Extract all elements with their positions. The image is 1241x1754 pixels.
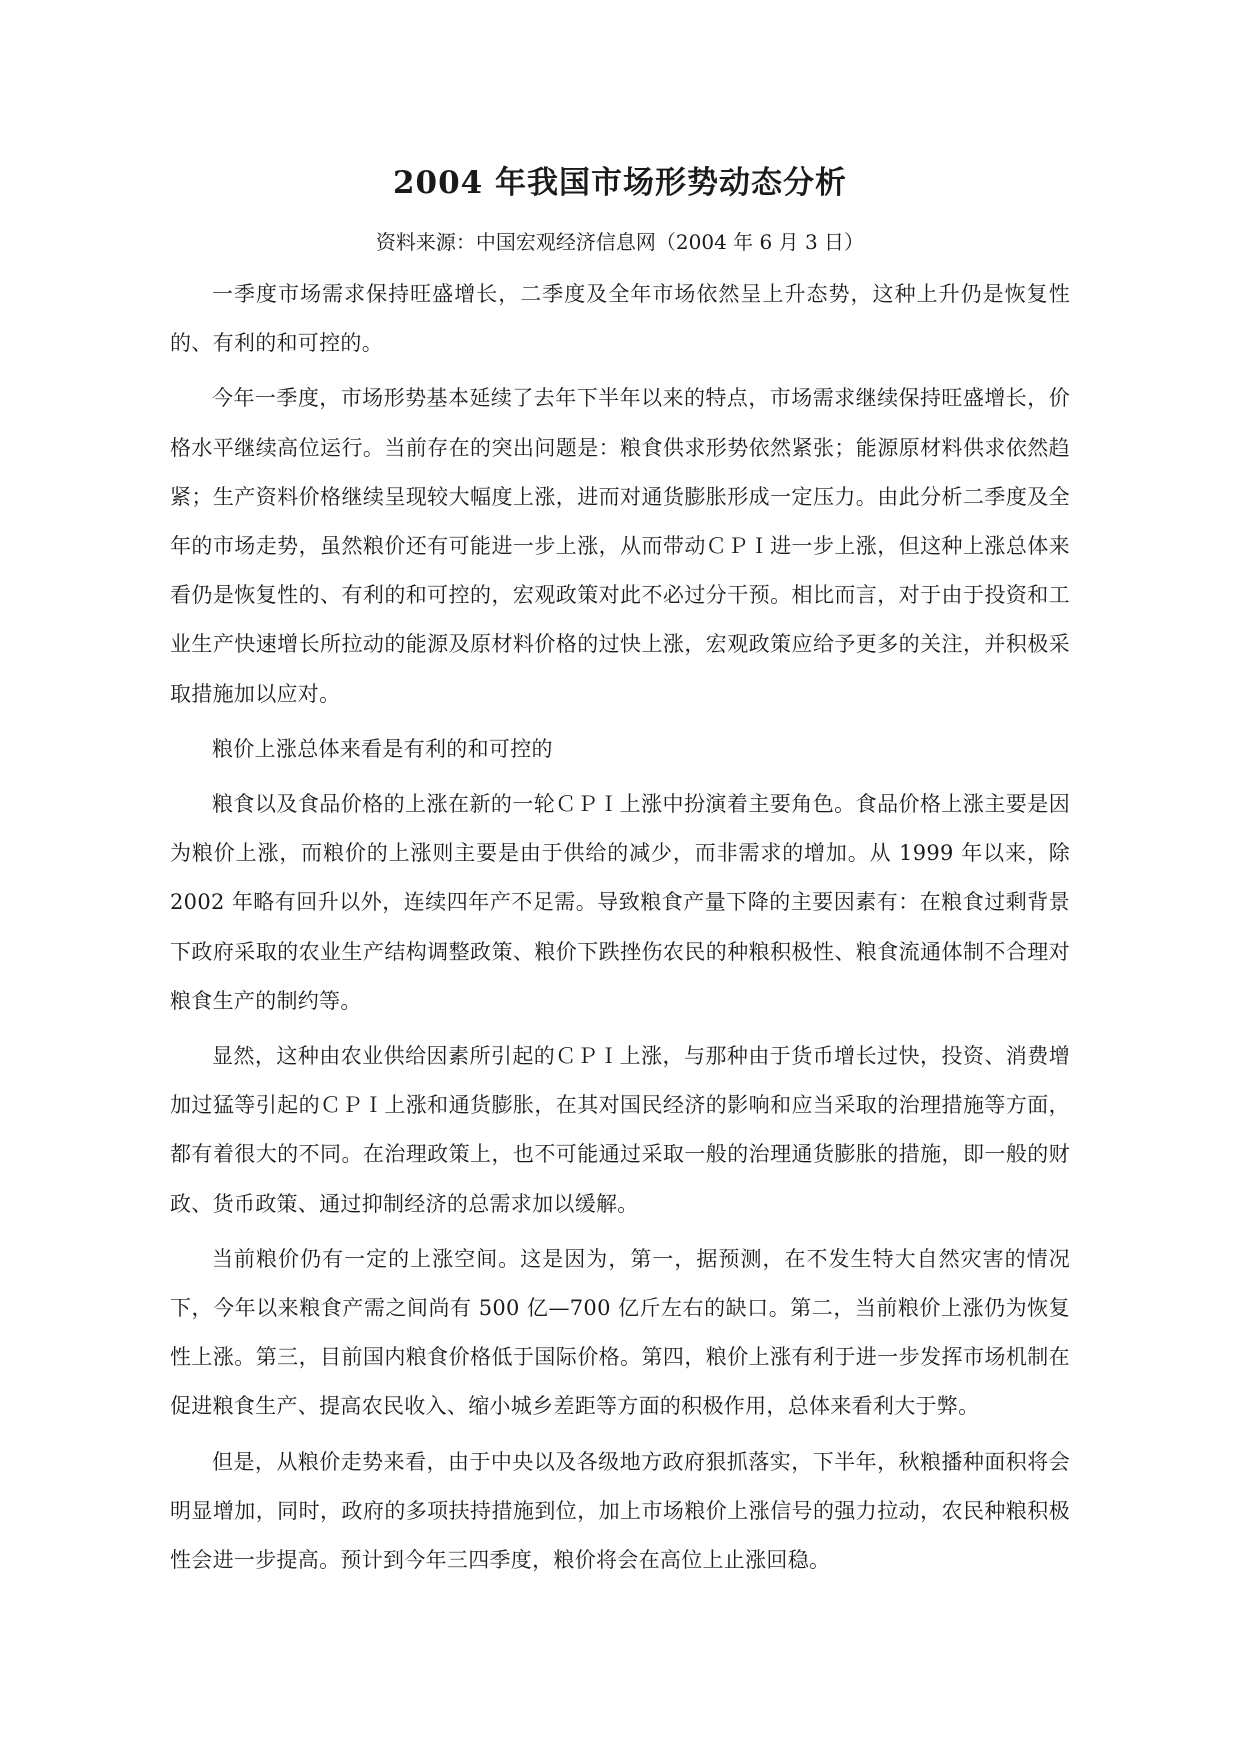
paragraph-3: 粮食以及食品价格的上涨在新的一轮ＣＰＩ上涨中扮演着主要角色。食品价格上涨主要是因为粮价上涨，而粮价的上涨则主要是由于供给的减少，而非需求的增加。从 1999 年以来，除 2002 年略有回升以外，连续四年产不足需。导致粮食产量下降的主要因素有：在粮食过剩背景下政府采取的农业生产结构调整政策、粮价下跌挫伤农民的种粮积极性、粮食流通体制不合理对粮食生产的制约等。 (170, 792, 1070, 1013)
paragraph-2: 今年一季度，市场形势基本延续了去年下半年以来的特点，市场需求继续保持旺盛增长，价格水平继续高位运行。当前存在的突出问题是：粮食供求形势依然紧张；能源原材料供求依然趋紧；生产资料价格继续呈现较大幅度上涨，进而对通货膨胀形成一定压力。由此分析二季度及全年的市场走势，虽然粮价还有可能进一步上涨，从而带动ＣＰＩ进一步上涨，但这种上涨总体来看仍是恢复性的、有利的和可控的，宏观政策对此不必过分干预。相比而言，对于由于投资和工业生产快速增长所拉动的能源及原材料价格的过快上涨，宏观政策应给予更多的关注，并积极采取措施加以应对。 (170, 386, 1070, 706)
document-title: 2004 年我国市场形势动态分析 (392, 165, 848, 201)
document-page (170, 160, 1070, 1591)
paragraph-1: 一季度市场需求保持旺盛增长，二季度及全年市场依然呈上升态势，这种上升仍是恢复性的、有利的和可控的。 (170, 282, 1070, 356)
paragraph-5: 当前粮价仍有一定的上涨空间。这是因为，第一，据预测，在不发生特大自然灾害的情况下，今年以来粮食产需之间尚有 500 亿—700 亿斤左右的缺口。第二，当前粮价上涨仍为恢复性上涨。第三，目前国内粮食价格低于国际价格。第四，粮价上涨有利于进一步发挥市场机制在促进粮食生产、提高农民收入、缩小城乡差距等方面的积极作用，总体来看利大于弊。 (170, 1246, 1070, 1419)
paragraph-4: 显然，这种由农业供给因素所引起的ＣＰＩ上涨，与那种由于货币增长过快，投资、消费增加过猛等引起的ＣＰＩ上涨和通货膨胀，在其对国民经济的影响和应当采取的治理措施等方面，都有着很大的不同。在治理政策上，也不可能通过采取一般的治理通货膨胀的措施，即一般的财政、货币政策、通过抑制经济的总需求加以缓解。 (170, 1044, 1070, 1216)
document-source: 资料来源：中国宏观经济信息网（2004 年 6 月 3 日） (375, 230, 865, 254)
paragraph-6: 但是，从粮价走势来看，由于中央以及各级地方政府狠抓落实，下半年，秋粮播种面积将会明显增加，同时，政府的多项扶持措施到位，加上市场粮价上涨信号的强力拉动，农民种粮积极性会进一步提高。预计到今年三四季度，粮价将会在高位上止涨回稳。 (170, 1449, 1070, 1573)
section-heading: 粮价上涨总体来看是有利的和可控的 (212, 736, 553, 761)
